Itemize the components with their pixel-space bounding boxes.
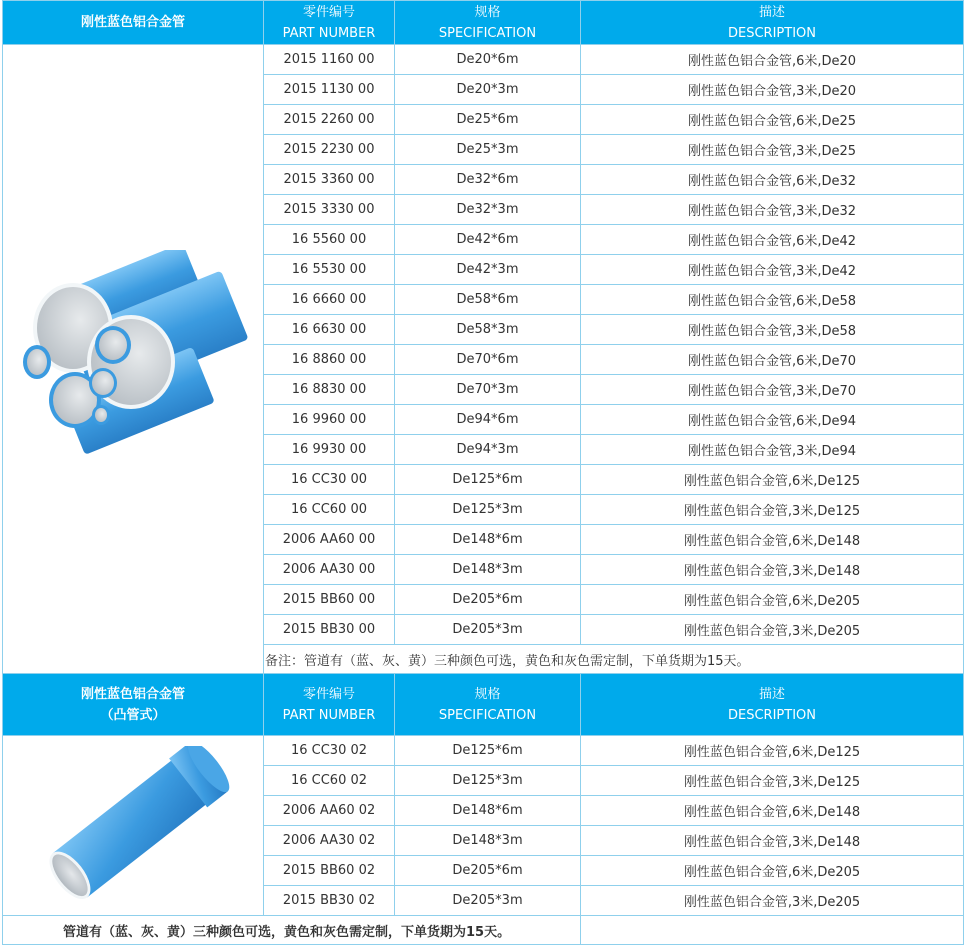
header-spec-en: SPECIFICATION: [438, 25, 537, 41]
header-desc-cn: 描述: [758, 4, 785, 20]
table-header: [3, 674, 964, 736]
cell-desc: 刚性蓝色铝合金管,3米,De148: [581, 826, 964, 856]
cell-part: 2015 BB30 02: [264, 886, 395, 916]
header-desc-en: DESCRIPTION: [728, 25, 816, 41]
note-row: [3, 916, 964, 945]
cell-desc: 刚性蓝色铝合金管,3米,De42: [581, 255, 964, 285]
cell-desc: 刚性蓝色铝合金管,6米,De42: [581, 225, 964, 255]
cell-part: 16 9930 00: [264, 435, 395, 465]
header-spec-cn: 规格: [474, 686, 501, 702]
cell-spec: De58*3m: [395, 315, 581, 345]
cell-part: 16 CC30 02: [264, 736, 395, 766]
cell-part: 2006 AA60 00: [264, 525, 395, 555]
header-desc-en: DESCRIPTION: [728, 707, 816, 723]
cell-spec: De94*6m: [395, 405, 581, 435]
header-part-number: [264, 674, 395, 736]
cell-spec: De32*3m: [395, 195, 581, 225]
header-description: [581, 674, 964, 736]
cell-spec: De205*3m: [395, 615, 581, 645]
cell-spec: De205*6m: [395, 585, 581, 615]
cell-spec: De42*3m: [395, 255, 581, 285]
cell-spec: De58*6m: [395, 285, 581, 315]
section-title: [3, 1, 264, 45]
cell-spec: De94*3m: [395, 435, 581, 465]
cell-part: 2015 BB60 00: [264, 585, 395, 615]
cell-spec: De32*6m: [395, 165, 581, 195]
cell-part: 2015 1130 00: [264, 75, 395, 105]
cell-part: 2015 1160 00: [264, 45, 395, 75]
cell-desc: 刚性蓝色铝合金管,6米,De20: [581, 45, 964, 75]
cell-spec: De148*6m: [395, 796, 581, 826]
cell-desc: 刚性蓝色铝合金管,3米,De32: [581, 195, 964, 225]
table-row: [3, 45, 964, 75]
section-title-line1: 刚性蓝色铝合金管: [80, 686, 185, 702]
header-part-cn: 零件编号: [302, 4, 355, 20]
cell-part: 16 8860 00: [264, 345, 395, 375]
section-title-line2: （凸管式）: [100, 707, 166, 723]
header-description: [581, 1, 964, 45]
cell-part: 2015 BB60 02: [264, 856, 395, 886]
cell-desc: 刚性蓝色铝合金管,6米,De148: [581, 525, 964, 555]
product-table-flared: [2, 673, 964, 945]
header-specification: [395, 674, 581, 736]
cell-part: 16 CC30 00: [264, 465, 395, 495]
cell-spec: De125*6m: [395, 736, 581, 766]
cell-desc: 刚性蓝色铝合金管,3米,De94: [581, 435, 964, 465]
note-empty-cell: [581, 916, 964, 945]
cell-part: 2006 AA60 02: [264, 796, 395, 826]
single-pipe-image: [13, 746, 253, 906]
cell-desc: 刚性蓝色铝合金管,3米,De205: [581, 615, 964, 645]
cell-part: 16 6630 00: [264, 315, 395, 345]
cell-spec: De148*3m: [395, 555, 581, 585]
section-title: [3, 674, 264, 736]
cell-part: 16 CC60 02: [264, 766, 395, 796]
cell-desc: 刚性蓝色铝合金管,3米,De125: [581, 766, 964, 796]
cell-spec: De148*6m: [395, 525, 581, 555]
cell-part: 2006 AA30 02: [264, 826, 395, 856]
cell-part: 2015 3360 00: [264, 165, 395, 195]
cell-desc: 刚性蓝色铝合金管,6米,De70: [581, 345, 964, 375]
cell-spec: De20*3m: [395, 75, 581, 105]
cell-desc: 刚性蓝色铝合金管,6米,De205: [581, 856, 964, 886]
cell-desc: 刚性蓝色铝合金管,3米,De20: [581, 75, 964, 105]
cell-spec: De70*6m: [395, 345, 581, 375]
cell-part: 16 8830 00: [264, 375, 395, 405]
section-title-text: 刚性蓝色铝合金管: [80, 15, 185, 30]
note-text: 管道有（蓝、灰、黄）三种颜色可选，黄色和灰色需定制，下单货期为15天。: [3, 916, 581, 945]
header-part-en: PART NUMBER: [282, 707, 376, 723]
cell-desc: 刚性蓝色铝合金管,6米,De205: [581, 585, 964, 615]
table-row: [3, 736, 964, 766]
cell-spec: De125*3m: [395, 495, 581, 525]
header-desc-cn: 描述: [758, 686, 785, 702]
cell-spec: De205*6m: [395, 856, 581, 886]
cell-desc: 刚性蓝色铝合金管,6米,De148: [581, 796, 964, 826]
cell-desc: 刚性蓝色铝合金管,3米,De205: [581, 886, 964, 916]
cell-desc: 刚性蓝色铝合金管,3米,De25: [581, 135, 964, 165]
cell-desc: 刚性蓝色铝合金管,6米,De32: [581, 165, 964, 195]
cell-part: 16 CC60 00: [264, 495, 395, 525]
product-image-cell: [3, 45, 264, 675]
cell-spec: De25*6m: [395, 105, 581, 135]
product-image-cell: [3, 736, 264, 916]
cell-part: 2015 3330 00: [264, 195, 395, 225]
cell-part: 2015 2230 00: [264, 135, 395, 165]
header-part-en: PART NUMBER: [282, 25, 376, 41]
product-table-straight: [2, 0, 964, 675]
cell-part: 2015 2260 00: [264, 105, 395, 135]
cell-spec: De42*6m: [395, 225, 581, 255]
header-spec-en: SPECIFICATION: [438, 707, 537, 723]
cell-part: 16 5560 00: [264, 225, 395, 255]
cell-desc: 刚性蓝色铝合金管,6米,De58: [581, 285, 964, 315]
cell-spec: De125*6m: [395, 465, 581, 495]
cell-part: 2015 BB30 00: [264, 615, 395, 645]
cell-desc: 刚性蓝色铝合金管,6米,De25: [581, 105, 964, 135]
note-text: 备注：管道有（蓝、灰、黄）三种颜色可选，黄色和灰色需定制，下单货期为15天。: [264, 645, 964, 675]
cell-part: 2006 AA30 00: [264, 555, 395, 585]
cell-part: 16 9960 00: [264, 405, 395, 435]
cell-spec: De125*3m: [395, 766, 581, 796]
table-header: [3, 1, 964, 45]
header-part-cn: 零件编号: [302, 686, 355, 702]
cell-desc: 刚性蓝色铝合金管,3米,De58: [581, 315, 964, 345]
header-part-number: [264, 1, 395, 45]
cell-desc: 刚性蓝色铝合金管,6米,De125: [581, 736, 964, 766]
header-spec-cn: 规格: [474, 4, 501, 20]
cell-desc: 刚性蓝色铝合金管,6米,De125: [581, 465, 964, 495]
cell-part: 16 5530 00: [264, 255, 395, 285]
cell-spec: De25*3m: [395, 135, 581, 165]
cell-spec: De205*3m: [395, 886, 581, 916]
pipes-bundle-image: [13, 250, 253, 470]
cell-desc: 刚性蓝色铝合金管,3米,De70: [581, 375, 964, 405]
cell-spec: De20*6m: [395, 45, 581, 75]
cell-desc: 刚性蓝色铝合金管,3米,De148: [581, 555, 964, 585]
cell-desc: 刚性蓝色铝合金管,6米,De94: [581, 405, 964, 435]
cell-desc: 刚性蓝色铝合金管,3米,De125: [581, 495, 964, 525]
header-specification: [395, 1, 581, 45]
cell-part: 16 6660 00: [264, 285, 395, 315]
cell-spec: De70*3m: [395, 375, 581, 405]
cell-spec: De148*3m: [395, 826, 581, 856]
